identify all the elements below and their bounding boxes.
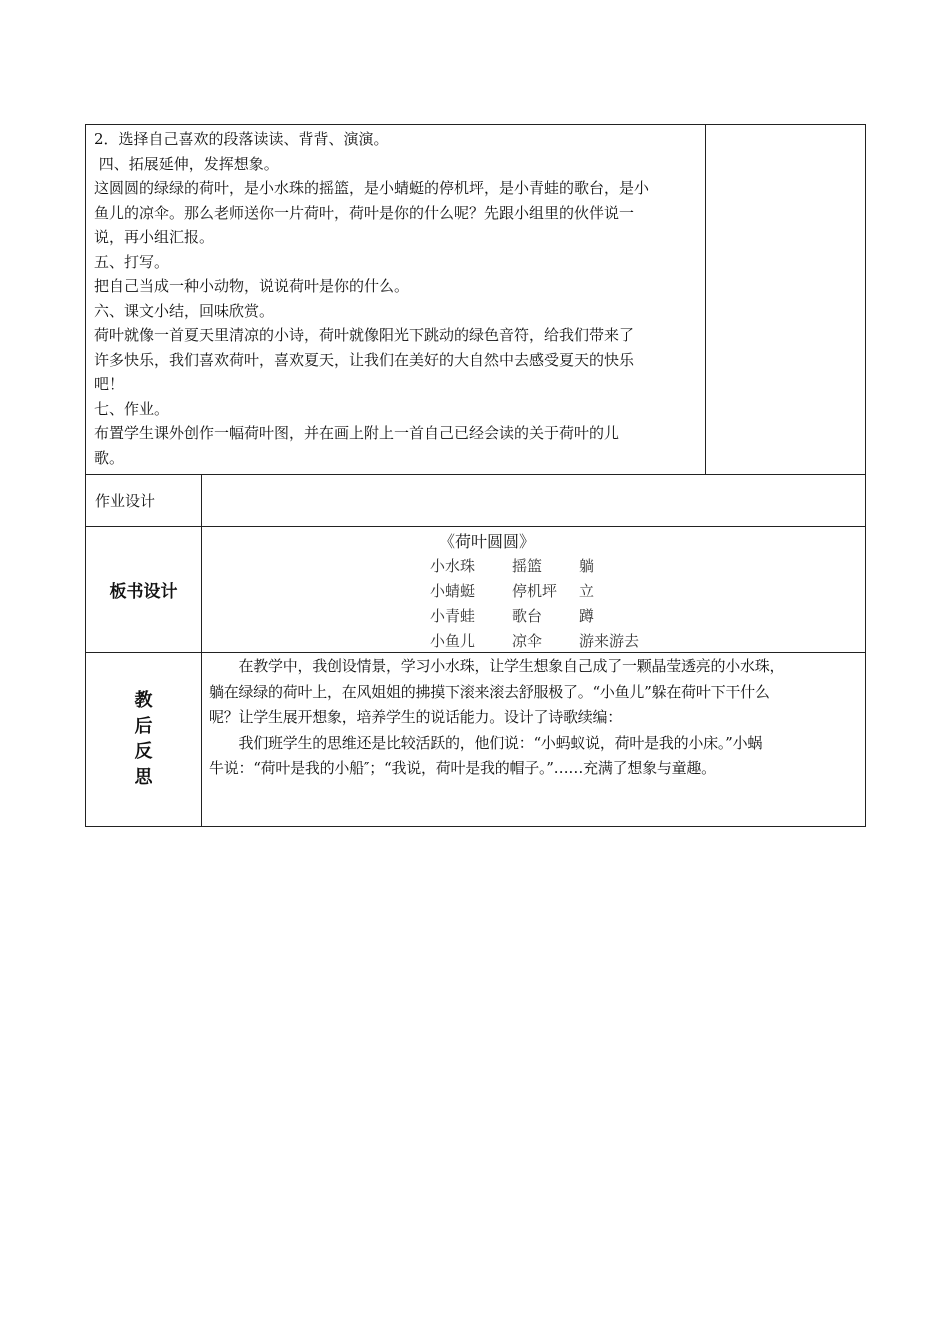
lesson-line: 把自己当成一种小动物，说说荷叶是你的什么。: [94, 277, 410, 295]
lesson-line: 五、打写。: [94, 252, 170, 271]
reflection-label: [86, 688, 201, 790]
reflection-label-char: 教: [134, 690, 153, 711]
board-animal: 小青蛙: [430, 607, 476, 625]
reflection-line: 呢？让学生展开想象，培养学生的说话能力。设计了诗歌续编：: [209, 708, 623, 726]
board-design-label: 板书设计: [109, 582, 178, 602]
board-object: 凉伞: [512, 632, 543, 650]
lesson-line: 布置学生课外创作一幅荷叶图，并在画上附上一首自己已经会读的关于荷叶的儿: [94, 424, 620, 442]
board-action: 蹲: [579, 607, 595, 625]
lesson-steps-cell: [94, 127, 702, 470]
lesson-line: 2．选择自己喜欢的段落读读、背背、演演。: [94, 130, 389, 148]
reflection-line: 牛说：“荷叶是我的小船″；“我说，荷叶是我的帽子。”……充满了想象与童趣。: [209, 759, 716, 777]
lesson-line: 歌。: [94, 448, 125, 467]
board-object: 摇篮: [512, 557, 543, 575]
lesson-line: 吧！: [94, 375, 125, 393]
lesson-line: 六、课文小结，回味欣赏。: [94, 301, 275, 320]
lesson-steps-table: [85, 124, 866, 475]
lesson-line: 荷叶就像一首夏天里清凉的小诗，荷叶就像阳光下跳动的绿色音符，给我们带来了: [94, 326, 635, 344]
lesson-line: 说，再小组汇报。: [94, 228, 215, 246]
reflection-label-char: 思: [134, 766, 153, 788]
lesson-line: 七、作业。: [94, 399, 170, 418]
reflection-line: 在教学中，我创设情景，学习小水珠，让学生想象自己成了一颗晶莹透亮的小水珠，: [209, 657, 785, 675]
reflection-label-char: 反: [134, 741, 153, 762]
design-table: [85, 474, 866, 827]
board-object: 停机坪: [512, 582, 558, 600]
board-object: 歌台: [512, 607, 543, 625]
lesson-line: 这圆圆的绿绿的荷叶，是小水珠的摇篮，是小蜻蜓的停机坪，是小青蛙的歌台，是小: [94, 179, 650, 197]
board-design-content: [202, 527, 865, 652]
lesson-line: 四、拓展延伸，发挥想象。: [94, 154, 279, 173]
reflection-line: 我们班学生的思维还是比较活跃的，他们说：“小蚂蚁说，荷叶是我的小床。”小蜗: [209, 733, 763, 752]
board-action: 立: [579, 582, 595, 600]
lesson-line: 鱼儿的凉伞。那么老师送你一片荷叶，荷叶是你的什么呢？先跟小组里的伙伴说一: [94, 203, 635, 222]
board-animal: 小水珠: [430, 557, 476, 575]
reflection-line: 躺在绿绿的荷叶上，在风姐姐的拂摸下滚来滚去舒服极了。“小鱼儿”躲在荷叶下干什么: [209, 682, 770, 701]
homework-design-label: 作业设计: [95, 492, 156, 510]
board-animal: 小鱼儿: [430, 632, 476, 650]
lesson-line: 许多快乐，我们喜欢荷叶，喜欢夏天，让我们在美好的大自然中去感受夏天的快乐: [94, 350, 635, 369]
board-action: 游来游去: [579, 632, 640, 650]
reflection-label-char: 后: [134, 715, 153, 737]
board-animal: 小蜻蜓: [430, 582, 476, 600]
board-title: 《荷叶圆圆》: [439, 532, 536, 551]
board-action: 躺: [579, 557, 595, 575]
reflection-content: [209, 654, 863, 782]
